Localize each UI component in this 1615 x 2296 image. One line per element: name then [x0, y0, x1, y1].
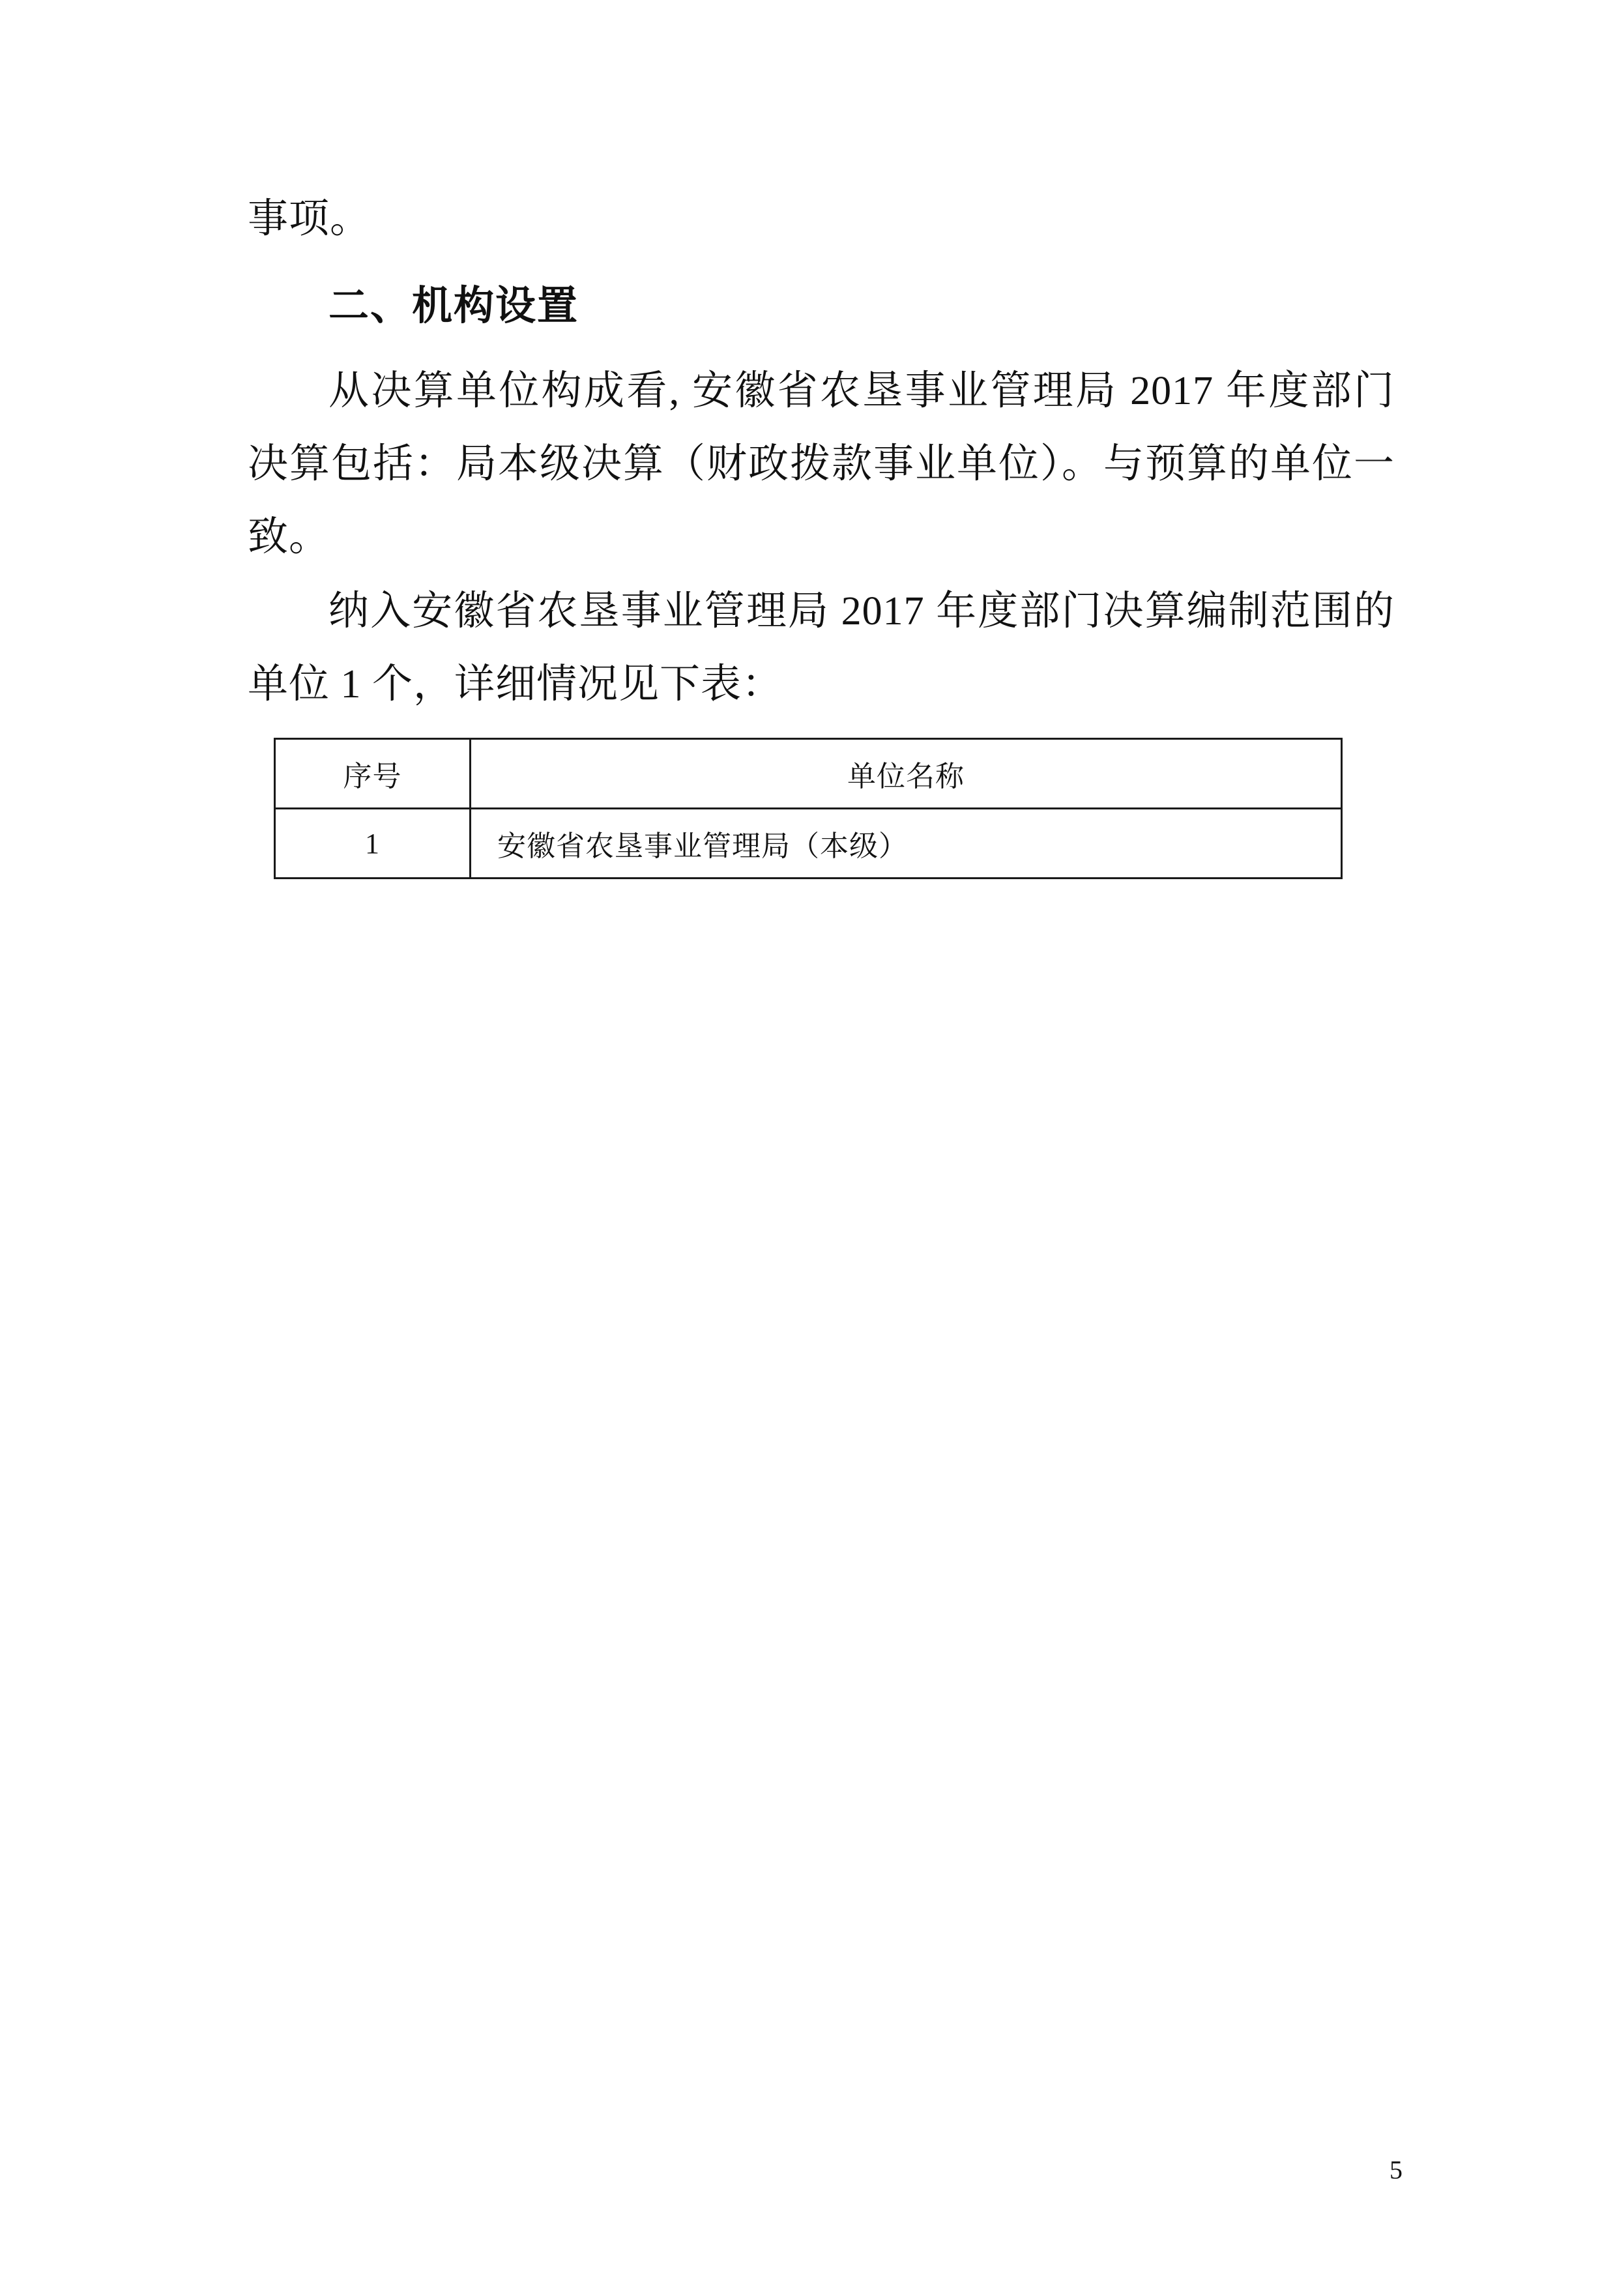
table-cell-index: 1	[275, 809, 471, 879]
table-header-index: 序号	[275, 739, 471, 809]
table-cell-unit-name: 安徽省农垦事业管理局（本级）	[471, 809, 1342, 879]
table-row	[275, 809, 1342, 879]
paragraph-decision-unit-composition: 从决算单位构成看, 安徽省农垦事业管理局 2017 年度部门决算包括：局本级决算（财政拨款事业单位）。与预算的单位一致。	[248, 369, 1395, 559]
paragraph-continuation: 事项。	[248, 197, 371, 241]
paragraph-included-units: 纳入安徽省农垦事业管理局 2017 年度部门决算编制范围的单位 1 个，详细情况见下表：	[248, 589, 1395, 706]
page-number: 5	[1389, 2155, 1403, 2185]
document-body	[248, 182, 1395, 879]
table-header-unit-name: 单位名称	[471, 739, 1342, 809]
section-heading-organization: 二、机构设置	[328, 283, 579, 328]
unit-table	[274, 738, 1343, 879]
table-header-row	[275, 739, 1342, 809]
unit-table-wrapper	[274, 738, 1343, 879]
